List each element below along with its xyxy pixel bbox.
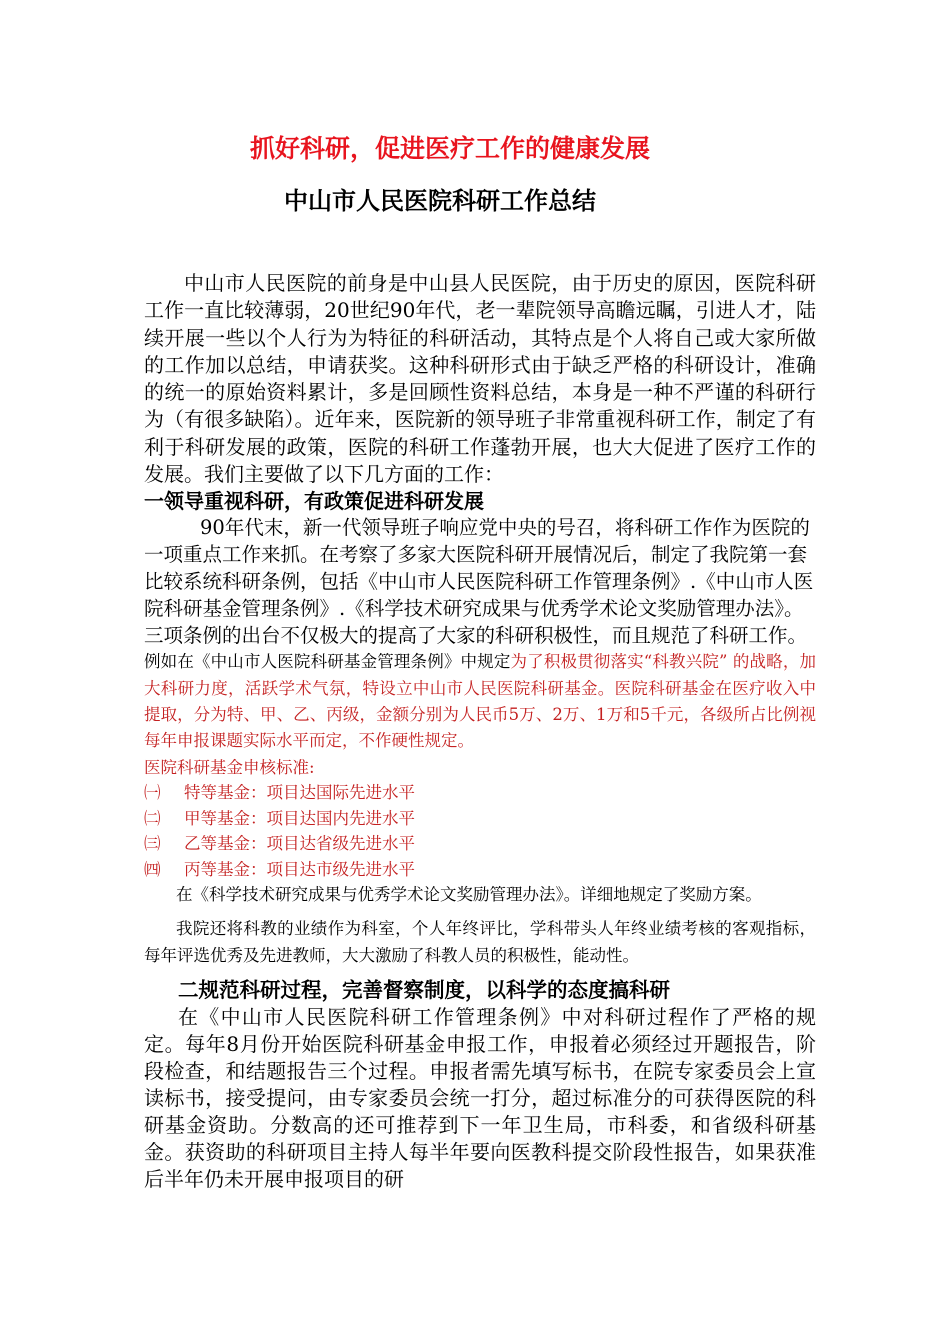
- criteria-number: ㈡: [144, 808, 161, 828]
- criteria-title: 医院科研基金申核标准:: [144, 758, 315, 778]
- criteria-item: [144, 831, 816, 857]
- criteria-list: [144, 780, 816, 882]
- section2-heading: 二规范科研过程，完善督察制度，以科学的态度搞科研: [178, 977, 670, 1002]
- document-title: 抓好科研，促进医疗工作的健康发展: [249, 134, 650, 163]
- document-subtitle: 中山市人民医院科研工作总结: [284, 187, 596, 215]
- criteria-number: ㈠: [144, 783, 161, 803]
- document-body: [144, 270, 816, 1193]
- fund-rule-paragraph: [144, 649, 816, 754]
- evaluation-paragraph: 我院还将科教的业绩作为科室，个人年终评比，学科带头人年终业绩考核的客观指标，每年评选优秀及先进教师，大大激励了科教人员的积极性，能动性。: [144, 919, 816, 965]
- fund-rule-lead: 例如在《中山市人医院科研基金管理条例》中规定: [144, 652, 511, 672]
- criteria-text: 乙等基金：项目达省级先进水平: [184, 834, 415, 854]
- criteria-text: 特等基金：项目达国际先进水平: [184, 783, 415, 803]
- criteria-item: [144, 780, 816, 806]
- criteria-text: 甲等基金：项目达国内先进水平: [184, 808, 415, 828]
- award-paragraph: 在《科学技术研究成果与优秀学术论文奖励管理办法》。详细地规定了奖励方案。: [176, 885, 762, 905]
- criteria-number: ㈢: [144, 834, 161, 854]
- criteria-item: [144, 806, 816, 832]
- section1-paragraph: 90年代末，新一代领导班子响应党中央的号召，将科研工作作为医院的一项重点工作来抓。在考察了多家大医院科研开展情况后，制定了我院第一套比较系统科研条例，包括《中山市人民医院科研工作管理条例》.《中山市人医院科研基金管理条例》.《科学技术研究成果与优秀学术论文奖励管理办法》。三项条例的出台不仅极大的提高了大家的科研积极性，而且规范了科研工作。: [144, 516, 814, 648]
- section1-heading: 一领导重视科研，有政策促进科研发展: [144, 489, 484, 514]
- section2-paragraph: 在《中山市人民医院科研工作管理条例》中对科研过程作了严格的规定。每年8月份开始医院科研基金申报工作，申报着必须经过开题报告，阶段检查，和结题报告三个过程。申报者需先填写标书，在院专家委员会上宣读标书，接受提问，由专家委员会统一打分，超过标准分的可获得医院的科研基金资助。分数高的还可推荐到下一年卫生局，市科委，和省级科研基金。获资助的科研项目主持人每半年要向医教科提交阶段性报告，如果获准后半年仍未开展申报项目的研: [144, 1004, 816, 1192]
- intro-paragraph: 中山市人民医院的前身是中山县人民医院，由于历史的原因，医院科研工作一直比较薄弱，20世纪90年代，老一辈院领导高瞻远瞩，引进人才，陆续开展一些以个人行为为特征的科研活动，其特点是个人将自己或大家所做的工作加以总结，申请获奖。这种科研形式由于缺乏严格的科研设计，准确的统一的原始资料累计，多是回顾性资料总结，本身是一种不严谨的科研行为（有很多缺陷）。近年来，医院新的领导班子非常重视科研工作，制定了有利于科研发展的政策，医院的科研工作蓬勃开展，也大大促进了医疗工作的发展。我们主要做了以下几方面的工作：: [144, 271, 816, 487]
- criteria-item: [144, 857, 816, 883]
- fund-rule-text: 为了积极贯彻落实“科教兴院” 的战略，加大科研力度，活跃学术气氛，特设立中山市人民医院科研基金。医院科研基金在医疗收入中提取，分为特、甲、乙、丙级，金额分别为人民币5万、2万、1万和5千元，各级所占比例视每年申报课题实际水平而定，不作硬性规定。: [144, 652, 817, 750]
- criteria-number: ㈣: [144, 859, 161, 879]
- criteria-text: 丙等基金：项目达市级先进水平: [184, 859, 415, 879]
